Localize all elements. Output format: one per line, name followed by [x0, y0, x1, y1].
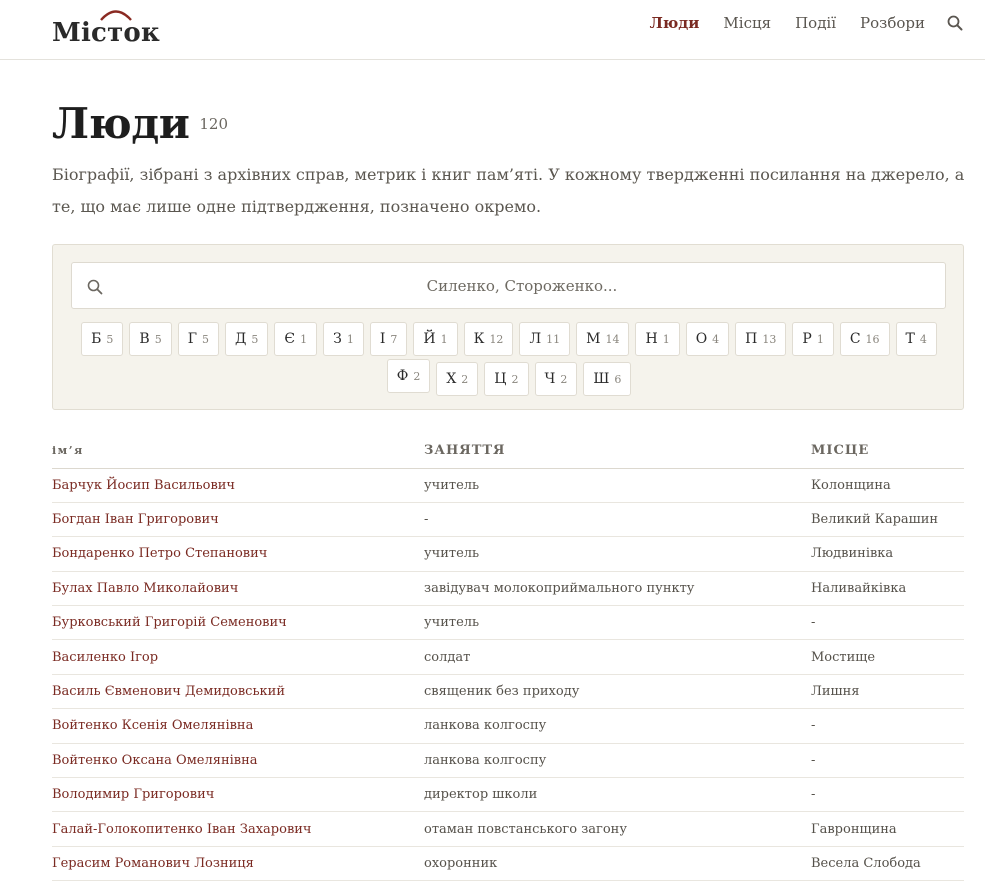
cell-place: Мостище: [811, 640, 964, 674]
cell-place: Людвинівка: [811, 537, 964, 571]
search-icon[interactable]: [947, 15, 963, 31]
letter-label: О: [695, 331, 708, 347]
letter-filter-button[interactable]: [274, 322, 317, 356]
letter-label: П: [745, 331, 758, 347]
letter-count: 2: [560, 372, 568, 386]
cell-occupation: охоронник: [424, 846, 811, 880]
person-link[interactable]: Барчук Йосип Васильович: [52, 477, 236, 493]
letter-label: З: [333, 331, 342, 347]
site-header: [0, 0, 985, 60]
cell-place: Весела Слобода: [811, 846, 964, 880]
cell-name: [52, 846, 424, 880]
letter-count: 11: [546, 332, 561, 346]
table-row: [52, 846, 964, 880]
person-link[interactable]: Василенко Ігор: [52, 649, 159, 665]
nav-item-analyses[interactable]: Розбори: [860, 14, 925, 32]
letter-count: 1: [440, 332, 448, 346]
letter-label: Й: [423, 331, 436, 347]
cell-name: [52, 537, 424, 571]
people-table: [52, 434, 964, 881]
nav-item-events[interactable]: Події: [795, 14, 837, 32]
letter-count: 2: [511, 372, 519, 386]
cell-name: [52, 468, 424, 502]
cell-occupation: -: [424, 502, 811, 536]
letter-filter-button[interactable]: [519, 322, 570, 356]
letter-label: Ц: [494, 371, 507, 387]
letter-label: Т: [905, 331, 915, 347]
table-row: [52, 468, 964, 502]
letter-count: 5: [154, 332, 162, 346]
people-count: 120: [199, 115, 228, 133]
letter-count: 5: [251, 332, 259, 346]
letter-filter-button[interactable]: [464, 322, 514, 356]
letter-filter-button[interactable]: [576, 322, 629, 356]
letter-count: 1: [300, 332, 308, 346]
column-header-place[interactable]: МІСЦЕ: [811, 434, 964, 468]
letter-filter-button[interactable]: [413, 322, 457, 356]
cell-place: -: [811, 606, 964, 640]
letter-label: Н: [645, 331, 658, 347]
alphabet-filter: [75, 322, 943, 399]
main-nav: [626, 14, 963, 32]
cell-place: -: [811, 709, 964, 743]
person-link[interactable]: Богдан Іван Григорович: [52, 512, 219, 528]
cell-place: Наливайківка: [811, 571, 964, 605]
letter-label: Ш: [593, 371, 610, 387]
letter-label: Ф: [396, 368, 409, 384]
page-title: Люди: [52, 99, 190, 148]
cell-name: [52, 640, 424, 674]
letter-count: 13: [762, 332, 777, 346]
letter-label: К: [473, 331, 485, 347]
letter-count: 12: [489, 332, 504, 346]
table-row: [52, 537, 964, 571]
person-link[interactable]: Войтенко Ксенія Омелянівна: [52, 718, 254, 734]
cell-place: Великий Карашин: [811, 502, 964, 536]
letter-label: Є: [284, 331, 296, 347]
letter-filter-button[interactable]: [178, 322, 219, 356]
person-link[interactable]: Бурковський Григорій Семенович: [52, 615, 287, 631]
letter-filter-button[interactable]: [583, 362, 631, 396]
person-link[interactable]: Герасим Романович Лозниця: [52, 855, 254, 871]
letter-count: 4: [919, 332, 927, 346]
table-row: [52, 709, 964, 743]
cell-occupation: священик без приходу: [424, 674, 811, 708]
cell-occupation: солдат: [424, 640, 811, 674]
search-icon: [87, 279, 103, 295]
cell-occupation: завідувач молокоприймального пункту: [424, 571, 811, 605]
table-row: [52, 812, 964, 846]
nav-item-places[interactable]: Місця: [723, 14, 772, 32]
letter-filter-button[interactable]: [129, 322, 171, 356]
cell-occupation: ланкова колгоспу: [424, 743, 811, 777]
table-row: [52, 571, 964, 605]
cell-name: [52, 778, 424, 812]
cell-occupation: учитель: [424, 606, 811, 640]
letter-filter-button[interactable]: [484, 362, 528, 396]
column-header-occupation[interactable]: ЗАНЯТТЯ: [424, 434, 811, 468]
letter-label: Г: [187, 331, 197, 347]
letter-filter-button[interactable]: [225, 322, 268, 356]
letter-count: 14: [605, 332, 620, 346]
letter-label: І: [379, 331, 386, 347]
cell-occupation: учитель: [424, 468, 811, 502]
table-row: [52, 743, 964, 777]
cell-occupation: отаман повстанського загону: [424, 812, 811, 846]
letter-label: М: [586, 331, 601, 347]
letter-count: 6: [614, 372, 622, 386]
page-heading: [52, 98, 228, 150]
cell-name: [52, 674, 424, 708]
cell-place: -: [811, 778, 964, 812]
letter-label: Б: [91, 331, 102, 347]
table-header-row: [52, 434, 964, 468]
table-row: [52, 640, 964, 674]
cell-name: [52, 502, 424, 536]
letter-filter-button[interactable]: [535, 362, 578, 396]
filter-panel: [52, 244, 964, 410]
letter-filter-button[interactable]: [436, 362, 478, 396]
person-link[interactable]: Войтенко Оксана Омелянівна: [52, 752, 258, 768]
cell-occupation: ланкова колгоспу: [424, 709, 811, 743]
table-row: [52, 502, 964, 536]
letter-label: Д: [235, 331, 247, 347]
person-link[interactable]: Галай-Голокопитенко Іван Захарович: [52, 821, 312, 837]
letter-filter-button[interactable]: [735, 322, 786, 356]
search-box: [71, 262, 946, 309]
site-logo[interactable]: [52, 6, 160, 48]
letter-label: В: [139, 331, 150, 347]
cell-occupation: учитель: [424, 537, 811, 571]
cell-name: [52, 571, 424, 605]
cell-name: [52, 709, 424, 743]
cell-place: Колонщина: [811, 468, 964, 502]
letter-label: Л: [529, 331, 542, 347]
letter-count: 7: [390, 332, 398, 346]
letter-filter-button[interactable]: [387, 359, 431, 393]
cell-place: -: [811, 743, 964, 777]
letter-filter-button[interactable]: [81, 322, 123, 356]
letter-count: 1: [346, 332, 354, 346]
letter-filter-button[interactable]: [370, 322, 408, 356]
person-link[interactable]: Василь Євменович Демидовський: [52, 684, 285, 700]
table-row: [52, 606, 964, 640]
letter-label: Р: [802, 331, 812, 347]
letter-count: 2: [461, 372, 469, 386]
logo-text: Місток: [52, 18, 160, 48]
letter-label: С: [849, 331, 861, 347]
letter-count: 1: [662, 332, 670, 346]
cell-name: [52, 743, 424, 777]
person-link[interactable]: Бондаренко Петро Степанович: [52, 546, 268, 562]
letter-count: 2: [413, 369, 421, 383]
letter-count: 4: [712, 332, 720, 346]
letter-count: 1: [816, 332, 824, 346]
letter-filter-button[interactable]: [792, 322, 833, 356]
letter-label: Х: [446, 371, 457, 387]
letter-filter-button[interactable]: [323, 322, 364, 356]
column-header-name[interactable]: ім’я: [52, 434, 424, 468]
letter-count: 5: [106, 332, 114, 346]
person-link[interactable]: Булах Павло Миколайович: [52, 580, 239, 596]
cell-name: [52, 812, 424, 846]
letter-filter-button[interactable]: [840, 322, 890, 356]
letter-count: 5: [202, 332, 209, 346]
search-input[interactable]: [112, 263, 932, 308]
cell-place: Гавронщина: [811, 812, 964, 846]
letter-filter-button[interactable]: [896, 322, 937, 356]
cell-occupation: директор школи: [424, 778, 811, 812]
letter-label: Ч: [544, 371, 556, 387]
letter-filter-button[interactable]: [686, 322, 729, 356]
table-row: [52, 778, 964, 812]
letter-count: 16: [865, 332, 880, 346]
person-link[interactable]: Володимир Григорович: [52, 787, 215, 803]
cell-name: [52, 606, 424, 640]
letter-filter-button[interactable]: [635, 322, 679, 356]
nav-item-people[interactable]: Люди: [649, 14, 700, 32]
table-row: [52, 674, 964, 708]
page-intro: Біографії, зібрані з архівних справ, метрик і книг пам’яті. У кожному твердженні посилання на джерело, а те, що має лише одне підтвердження, позначено окремо.: [52, 165, 965, 216]
cell-place: Лишня: [811, 674, 964, 708]
